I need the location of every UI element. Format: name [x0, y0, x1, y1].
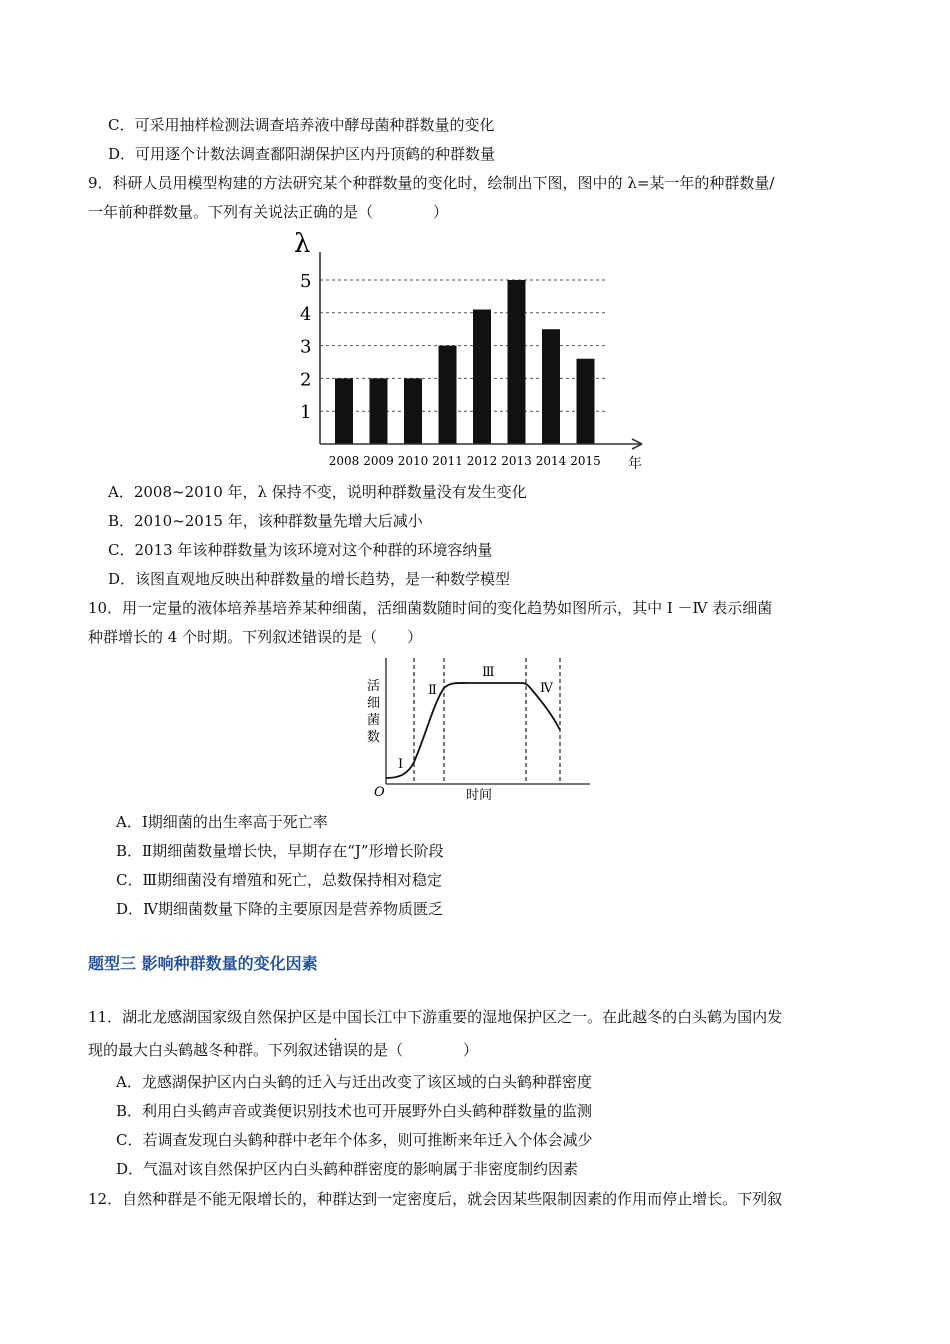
q11-stem-line2-pre: 现的最大白头鹤越冬种群。下列叙述	[88, 1041, 329, 1059]
growth-ylabel-1: 活	[367, 679, 381, 694]
phase-label-1: Ⅰ	[398, 757, 404, 772]
q10-option-a: A．Ⅰ期细菌的出生率高于死亡率	[116, 813, 328, 831]
q11-option-d: D．气温对该自然保护区内白头鹤种群密度的影响属于非密度制约因素	[116, 1160, 579, 1178]
q9-option-d: D．该图直观地反映出种群数量的增长趋势，是一种数学模型	[108, 570, 511, 588]
growth-ylabel-4: 数	[367, 730, 381, 745]
chart-bar-2012	[473, 310, 491, 444]
chart-bar-2009	[370, 378, 388, 444]
q9-option-c: C．2013 年该种群数量为该环境对这个种群的环境容纳量	[108, 541, 493, 559]
q8-option-c: C．可采用抽样检测法调查培养液中酵母菌种群数量的变化	[108, 116, 495, 134]
bacteria-growth-curve	[362, 652, 594, 804]
growth-curve	[386, 683, 560, 778]
chart-category-label: 2015	[570, 454, 601, 468]
chart-y-tick-label: 1	[300, 402, 312, 424]
q9-option-a: A．2008~2010 年，λ 保持不变，说明种群数量没有发生变化	[108, 483, 527, 501]
chart-category-label: 2011	[432, 454, 463, 468]
q11-option-b: B．利用白头鹤声音或粪便识别技术也可开展野外白头鹤种群数量的监测	[116, 1102, 593, 1120]
q10-stem-line1: 10．用一定量的液体培养基培养某种细菌，活细菌数随时间的变化趋势如图所示，其中 Ⅰ －Ⅳ 表示细菌	[88, 599, 773, 617]
chart-bar-2013	[508, 280, 526, 444]
q9-option-b: B．2010~2015 年，该种群数量先增大后减小	[108, 512, 423, 530]
chart-bar-2011	[439, 346, 457, 444]
chart-category-label: 2013	[501, 454, 532, 468]
chart-y-tick-label: 4	[300, 303, 312, 325]
chart-y-tick-label: 5	[300, 271, 312, 292]
chart-y-tick-label: 3	[300, 336, 312, 358]
growth-ylabel-2: 细	[367, 696, 381, 711]
chart-y-tick-label: 2	[300, 369, 312, 391]
chart-category-label: 2008	[328, 454, 360, 468]
chart-category-label: 2010	[397, 454, 429, 468]
chart-category-label: 2012	[466, 454, 498, 468]
section-heading: 题型三 影响种群数量的变化因素	[88, 954, 318, 973]
q9-stem-line2: 一年前种群数量。下列有关说法正确的是（ ）	[88, 203, 449, 221]
growth-origin: O	[374, 785, 385, 800]
q11-option-a: A．龙感湖保护区内白头鹤的迁入与迁出改变了该区域的白头鹤种群密度	[116, 1073, 592, 1091]
lambda-bar-chart	[280, 222, 660, 474]
q11-stem-line2-post: 误的是（ ）	[343, 1041, 479, 1059]
q8-option-d: D．可用逐个计数法调查鄱阳湖保护区内丹顶鹤的种群数量	[108, 145, 496, 163]
chart-bar-2014	[542, 329, 560, 444]
q10-stem-line2: 种群增长的 4 个时期。下列叙述错误的是（ ）	[88, 628, 423, 646]
chart-xlabel: 年	[628, 456, 642, 472]
q11-option-c: C．若调查发现白头鹤种群中老年个体多，则可推断来年迁入个体会减少	[116, 1131, 593, 1149]
phase-label-3: Ⅲ	[482, 665, 495, 680]
growth-ylabel-3: 菌	[367, 713, 381, 728]
phase-label-2: Ⅱ	[428, 683, 437, 698]
chart-ylabel: λ	[294, 229, 311, 259]
phase-label-4: Ⅳ	[540, 681, 553, 696]
q12-stem-line1: 12．自然种群是不能无限增长的，种群达到一定密度后，就会因某些限制因素的作用而停止增长。下列叙	[88, 1190, 783, 1208]
chart-bar-2008	[335, 378, 353, 444]
q10-option-b: B．Ⅱ期细菌数量增长快，早期存在“J”形增长阶段	[116, 842, 444, 860]
q11-emphasis-char: 错	[328, 1041, 344, 1059]
growth-xlabel: 时间	[466, 788, 493, 803]
q11-stem-line2	[88, 1040, 478, 1060]
chart-bar-2010	[404, 378, 422, 444]
chart-bar-2015	[577, 359, 595, 444]
q11-stem-line1: 11．湖北龙感湖国家级自然保护区是中国长江中下游重要的湿地保护区之一。在此越冬的白头鹤为国内发	[88, 1008, 783, 1026]
chart-category-label: 2009	[363, 454, 394, 468]
q10-option-c: C．Ⅲ期细菌没有增殖和死亡，总数保持相对稳定	[116, 871, 442, 889]
chart-category-label: 2014	[535, 454, 567, 468]
q9-stem-line1: 9．科研人员用模型构建的方法研究某个种群数量的变化时，绘制出下图，图中的 λ=某一年的种群数量/	[88, 174, 775, 192]
q10-option-d: D．Ⅳ期细菌数量下降的主要原因是营养物质匮乏	[116, 900, 444, 918]
